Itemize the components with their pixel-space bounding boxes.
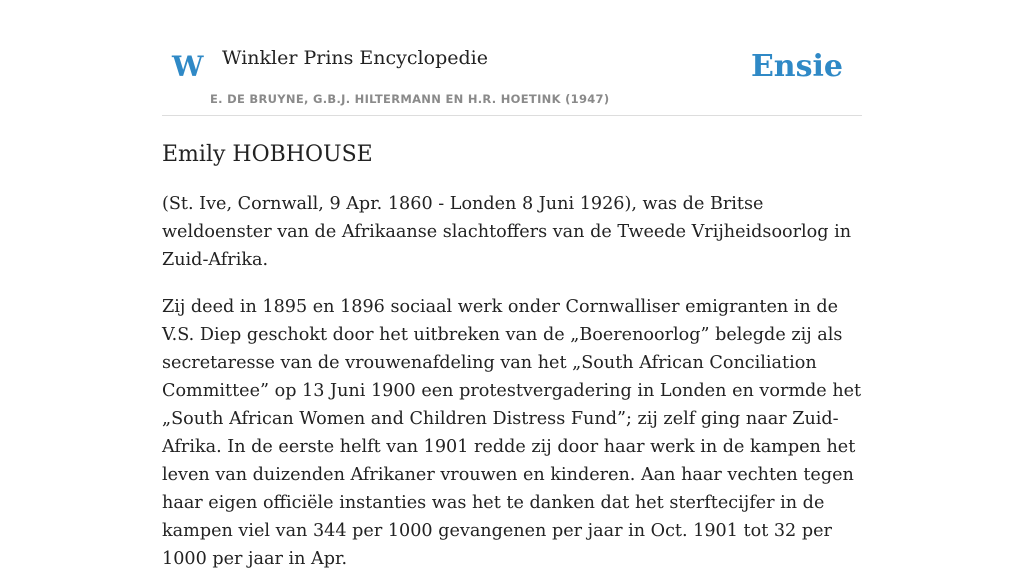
page bbox=[162, 0, 862, 573]
article-paragraph-1: (St. Ive, Cornwall, 9 Apr. 1860 - Londen 8 Juni 1926), was de Britse weldoenster van de Afrikaanse slachtoffers van de Tweede Vrijheidsoorlog in Zuid-Afrika. bbox=[162, 194, 852, 271]
ensie-logo[interactable]: Ensie bbox=[750, 49, 843, 84]
encyclopedia-title[interactable]: Winkler Prins Encyclopedie bbox=[222, 47, 488, 69]
winkler-prins-logo[interactable]: W bbox=[172, 50, 204, 83]
site-header bbox=[162, 40, 862, 116]
article-title: Emily HOBHOUSE bbox=[162, 142, 373, 167]
article-paragraph-2: Zij deed in 1895 en 1896 sociaal werk onder Cornwalliser emigranten in de V.S. Diep geschokt door het uitbreken van de „Boerenoorlog” belegde zij als secretaresse van de vrouwenafdeling van het „South African Conciliation Committee” op 13 Juni 1900 een protestvergadering in Londen en vormde het „South African Women and Children Distress Fund”; zij zelf ging naar Zuid-Afrika. In de eerste helft van 1901 redde zij door haar werk in de kampen het leven van duizenden Afrikaner vrouwen en kinderen. Aan haar vechten tegen haar eigen officiële instanties was het te danken dat het sterftecijfer in de kampen viel van 344 per 1000 gevangenen per jaar in Oct. 1901 tot 32 per 1000 per jaar in Apr. bbox=[162, 297, 862, 570]
encyclopedia-authors: E. DE BRUYNE, G.B.J. HILTERMANN EN H.R. HOETINK (1947) bbox=[210, 92, 610, 106]
